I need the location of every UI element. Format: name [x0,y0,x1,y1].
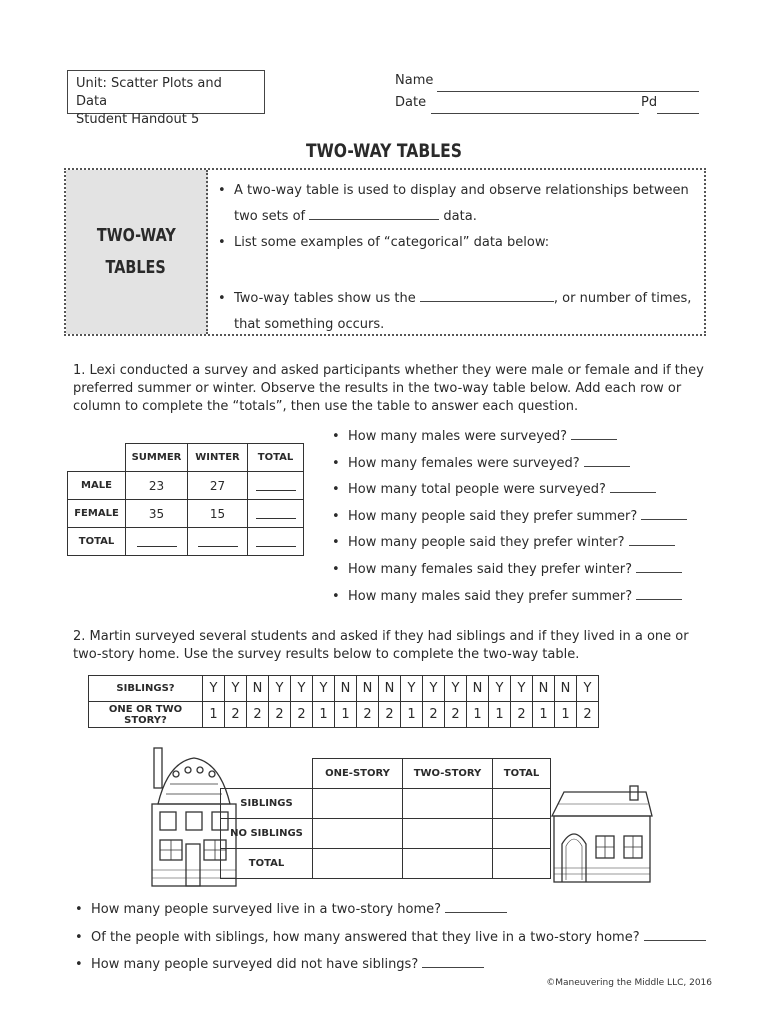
list-item [330,424,687,451]
answer-cell[interactable] [403,849,493,879]
answer-cell[interactable] [403,819,493,849]
row-header: MALE [68,472,126,500]
col-header: TOTAL [493,759,551,789]
survey-cell: Y [445,676,467,702]
question-text: How many total people were surveyed? [348,482,606,498]
survey-cell: 2 [577,702,599,728]
definition-heading [66,170,208,334]
list-item [330,477,687,504]
fill-in-blank[interactable] [420,287,554,302]
survey-cell: 2 [225,702,247,728]
table-cell: 15 [188,500,248,528]
col-header: TOTAL [248,444,304,472]
page-title: TWO-WAY TABLES [305,140,463,162]
answer-blank[interactable] [610,478,656,493]
answer-blank[interactable] [445,898,507,913]
answer-cell[interactable] [493,789,551,819]
definition-bullet [216,230,696,256]
survey-cell: Y [511,676,533,702]
answer-blank[interactable] [644,926,706,941]
survey-cell: 1 [313,702,335,728]
bullet-text: data. [443,209,477,224]
survey-cell: Y [423,676,445,702]
bullet-text: , or number of times, [553,291,692,306]
list-item [73,896,706,924]
answer-cell[interactable] [188,528,248,556]
answer-cell[interactable] [248,528,304,556]
survey-cell: Y [489,676,511,702]
survey-cell: 1 [489,702,511,728]
survey-cell: Y [203,676,225,702]
question-text: How many males said they prefer summer? [348,588,633,604]
answer-space[interactable] [216,256,696,286]
survey-cell: Y [225,676,247,702]
table-cell: 27 [188,472,248,500]
question-text: Of the people with siblings, how many answered that they live in a two-story home? [91,929,640,945]
answer-cell[interactable] [126,528,188,556]
survey-cell: Y [269,676,291,702]
unit-box [67,70,265,127]
question-text: How many people surveyed did not have siblings? [91,957,419,972]
survey-cell: Y [401,676,423,702]
question-text: How many males were surveyed? [348,429,568,444]
question-2-list [73,896,706,979]
answer-blank[interactable] [571,425,617,440]
survey-cell: 1 [467,702,489,728]
answer-cell[interactable] [313,789,403,819]
name-field[interactable] [437,77,699,92]
row-header: SIBLINGS [221,789,313,819]
col-header: WINTER [188,444,248,472]
empty-cell [221,759,313,789]
list-item [73,951,706,979]
question-text: How many people said they prefer winter? [348,535,625,551]
date-field[interactable] [431,99,639,114]
survey-cell: 2 [445,702,467,728]
survey-cell: 1 [203,702,225,728]
bullet-text: A two-way table is used to display and observe relationships between [234,183,689,198]
survey-cell: 2 [247,702,269,728]
survey-cell: N [357,676,379,702]
list-item [330,504,687,531]
survey-cell: 2 [357,702,379,728]
bullet-text: two sets of [234,209,306,224]
question-2-intro: 2. Martin surveyed several students and asked if they had siblings and if they lived in a one or two-story home. Use the survey results below to complete the two-way table. [73,629,689,662]
period-field[interactable] [657,99,699,114]
survey-cell: 2 [511,702,533,728]
answer-cell[interactable] [493,819,551,849]
list-item [330,584,687,611]
survey-cell: N [467,676,489,702]
bullet-text: Two-way tables show us the [234,291,416,306]
definition-bullet [216,178,696,230]
answer-blank[interactable] [636,558,682,573]
survey-cell: N [555,676,577,702]
survey-cell: 2 [269,702,291,728]
bullet-text: List some examples of “categorical” data below: [234,235,550,250]
q2-two-way-table [220,758,551,879]
survey-cell: 2 [291,702,313,728]
survey-cell: 2 [423,702,445,728]
unit-title: Unit: Scatter Plots and Data [76,76,222,109]
definition-bullet [216,286,696,338]
question-text: How many people surveyed live in a two-story home? [91,902,442,917]
question-text: How many people said they prefer summer? [348,508,638,524]
col-header: SUMMER [126,444,188,472]
empty-cell [68,444,126,472]
col-header: ONE-STORY [313,759,403,789]
survey-cell: 2 [379,702,401,728]
copyright: ©Maneuvering the Middle LLC, 2016 [546,978,712,988]
row-header: TOTAL [68,528,126,556]
table-cell: 35 [126,500,188,528]
survey-cell: Y [291,676,313,702]
handout-number: Student Handout 5 [76,112,200,127]
survey-cell: N [247,676,269,702]
survey-cell: Y [577,676,599,702]
answer-blank[interactable] [584,452,630,467]
answer-cell[interactable] [403,789,493,819]
answer-cell[interactable] [248,500,304,528]
fill-in-blank[interactable] [309,205,439,220]
answer-cell[interactable] [313,849,403,879]
question-text: How many females said they prefer winter? [348,561,632,577]
list-item [330,530,687,557]
answer-cell[interactable] [248,472,304,500]
table-cell: 23 [126,472,188,500]
answer-cell[interactable] [493,849,551,879]
question-1-intro: 1. Lexi conducted a survey and asked participants whether they were male or female and if they preferred summer or winter. Observe the results in the two-way table below. Add each row or column to complete the “totals”, then use the table to answer each question. [73,363,704,414]
row-header: FEMALE [68,500,126,528]
survey-cell: 1 [401,702,423,728]
row-header: TOTAL [221,849,313,879]
row-header: ONE OR TWO STORY? [89,702,203,728]
answer-blank[interactable] [641,505,687,520]
answer-blank[interactable] [422,953,484,968]
pd-label: Pd [641,95,658,110]
list-item [330,557,687,584]
survey-cell: N [533,676,555,702]
survey-cell: 1 [335,702,357,728]
answer-cell[interactable] [313,819,403,849]
definition-box [64,168,706,336]
survey-results-table [88,675,599,728]
survey-cell: N [379,676,401,702]
row-header: NO SIBLINGS [221,819,313,849]
date-label: Date [395,95,427,110]
answer-blank[interactable] [636,585,682,600]
one-story-house-icon [550,784,654,884]
bullet-text: that something occurs. [234,317,385,332]
col-header: TWO-STORY [403,759,493,789]
list-item [73,924,706,952]
definition-notes [216,178,696,338]
question-1-list [330,424,687,610]
survey-cell: Y [313,676,335,702]
q1-two-way-table [67,443,304,556]
heading-line-2: TABLES [105,257,167,278]
question-text: How many females were surveyed? [348,455,580,471]
name-date-block [395,70,705,114]
heading-line-1: TWO-WAY [96,225,176,246]
answer-blank[interactable] [629,531,675,546]
row-header: SIBLINGS? [89,676,203,702]
name-label: Name [395,73,434,88]
survey-cell: N [335,676,357,702]
list-item [330,451,687,478]
survey-cell: 1 [533,702,555,728]
survey-cell: 1 [555,702,577,728]
